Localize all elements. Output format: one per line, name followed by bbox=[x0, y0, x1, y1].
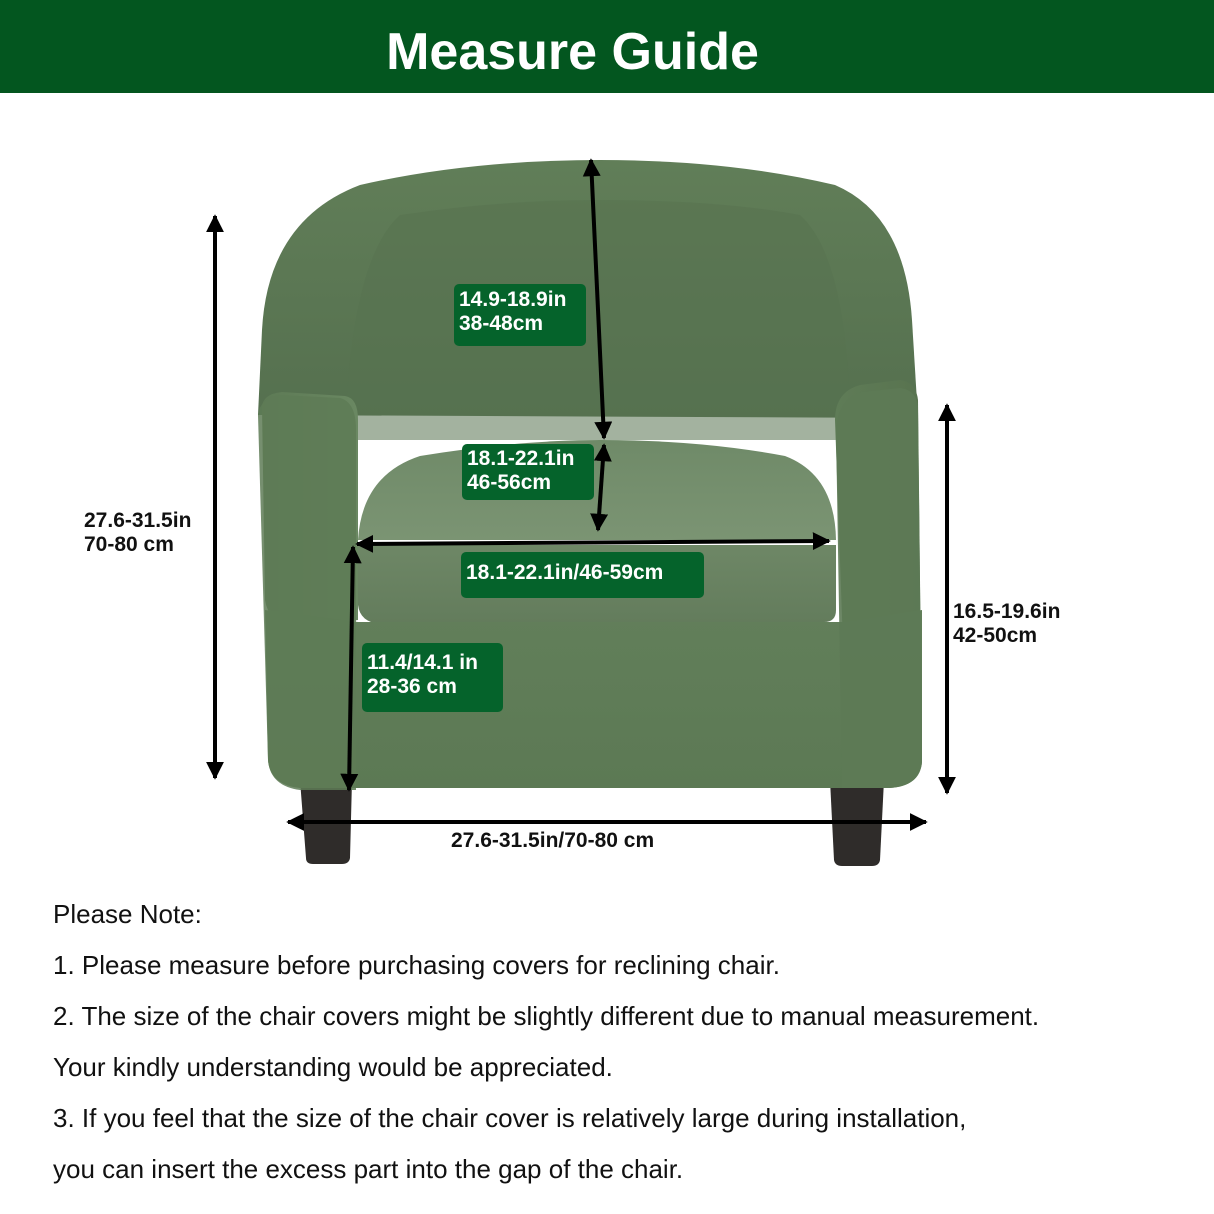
total-width-label: 27.6-31.5in/70-80 cm bbox=[451, 829, 655, 852]
chair-illustration bbox=[0, 93, 1214, 893]
seat-height-label: 11.4/14.1 in 28-36 cm bbox=[362, 643, 503, 712]
notes-heading: Please Note: bbox=[53, 899, 202, 929]
header-banner bbox=[0, 0, 1214, 93]
measure-diagram bbox=[0, 93, 1214, 893]
back-height-label: 14.9-18.9in 38-48cm bbox=[454, 284, 586, 346]
total-height-label: 27.6-31.5in 70-80 cm bbox=[84, 509, 192, 556]
arm-height-label: 16.5-19.6in 42-50cm bbox=[953, 600, 1061, 647]
note-line: 1. Please measure before purchasing covers for reclining chair. bbox=[53, 950, 780, 980]
note-line: 2. The size of the chair covers might be slightly different due to manual measurement. bbox=[53, 1001, 1040, 1031]
seat-width-arrow bbox=[357, 541, 829, 544]
page-title: Measure Guide bbox=[386, 23, 759, 81]
note-line: you can insert the excess part into the gap of the chair. bbox=[53, 1154, 684, 1184]
seat-depth-label: 18.1-22.1in 46-56cm bbox=[462, 444, 594, 500]
note-line: Your kindly understanding would be appreciated. bbox=[53, 1052, 613, 1082]
note-line: 3. If you feel that the size of the chair cover is relatively large during installation, bbox=[53, 1103, 967, 1133]
seat-width-label: 18.1-22.1in/46-59cm bbox=[461, 552, 704, 598]
